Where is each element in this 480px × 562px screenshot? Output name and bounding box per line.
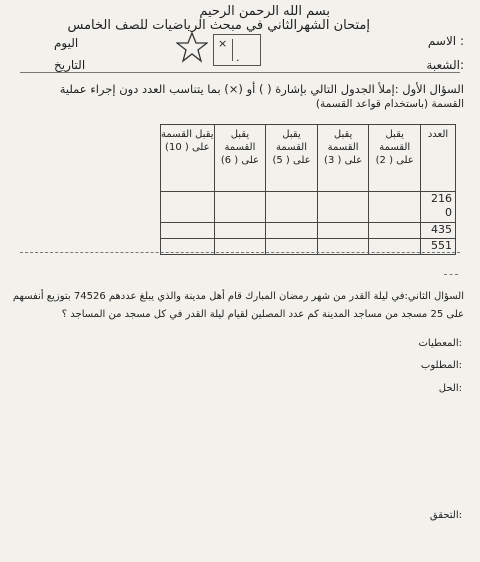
answer-cell[interactable] [161, 192, 215, 223]
answer-cell[interactable] [266, 223, 318, 239]
col-header-div5: يقبل القسمة على ( 5) [266, 125, 318, 192]
answer-cell[interactable] [369, 223, 421, 239]
answer-cell[interactable] [266, 192, 318, 223]
name-label: : الاسم [427, 34, 464, 48]
answer-cell[interactable] [369, 192, 421, 223]
col-header-div2: يقبل القسمة على ( 2) [369, 125, 421, 192]
section-divider [20, 252, 460, 253]
section-label: :الشعبة [426, 58, 464, 72]
solution-label: :الحل [438, 383, 462, 394]
table-header-row [161, 125, 456, 192]
col-header-div10: يقبل القسمة على ( 10) [161, 125, 215, 192]
day-label: اليوم [54, 36, 79, 50]
short-dash [444, 274, 458, 275]
answer-cell[interactable] [214, 223, 266, 239]
row-number: 216 0 [421, 192, 456, 223]
col-header-div6: يقبل القسمة على ( 6) [214, 125, 266, 192]
answer-cell[interactable] [317, 192, 369, 223]
date-label: التاريخ [54, 58, 86, 72]
grade-dot: . [236, 51, 240, 64]
required-label: :المطلوب [420, 360, 462, 371]
divisibility-table [160, 124, 456, 255]
table-row [161, 192, 456, 223]
exam-title: إمتحان الشهرالثاني في مبحث الرياضيات للصف الخامس [67, 18, 370, 33]
check-label: :التحقق [429, 510, 462, 521]
grade-box [213, 34, 261, 66]
row-number: 435 [421, 223, 456, 239]
table-row [161, 223, 456, 239]
answer-cell[interactable] [317, 223, 369, 239]
question2-prompt: السؤال الثاني:في ليلة القدر من شهر رمضان المبارك قام أهل مدينة والذي يبلغ عددهم 74526 بتوزيع أنفسهم [12, 291, 464, 302]
col-header-div3: يقبل القسمة على ( 3) [317, 125, 369, 192]
basmala: بسم الله الرحمن الرحيم [199, 4, 330, 19]
grade-cross: × [218, 37, 228, 50]
question1-prompt: السؤال الأول :إملأ الجدول التالي بإشارة ( ) أو (×) بما يتناسب العدد دون إجراء عملية [59, 82, 464, 96]
question2-prompt-cont: على 25 مسجد من مساجد المدينة كم عدد المصلين لقيام ليلة القدر في كل مسجد من المساجد ؟ [61, 309, 464, 320]
given-label: :المعطيات [418, 338, 462, 349]
col-header-number: العدد [421, 125, 456, 192]
answer-cell[interactable] [161, 223, 215, 239]
grade-divider [232, 39, 233, 61]
answer-cell[interactable] [214, 192, 266, 223]
row-number: 551 [421, 239, 456, 255]
question1-subprompt: القسمة (باستخدام قواعد القسمة) [315, 98, 464, 110]
header-divider [20, 72, 460, 73]
star-icon [176, 31, 208, 63]
